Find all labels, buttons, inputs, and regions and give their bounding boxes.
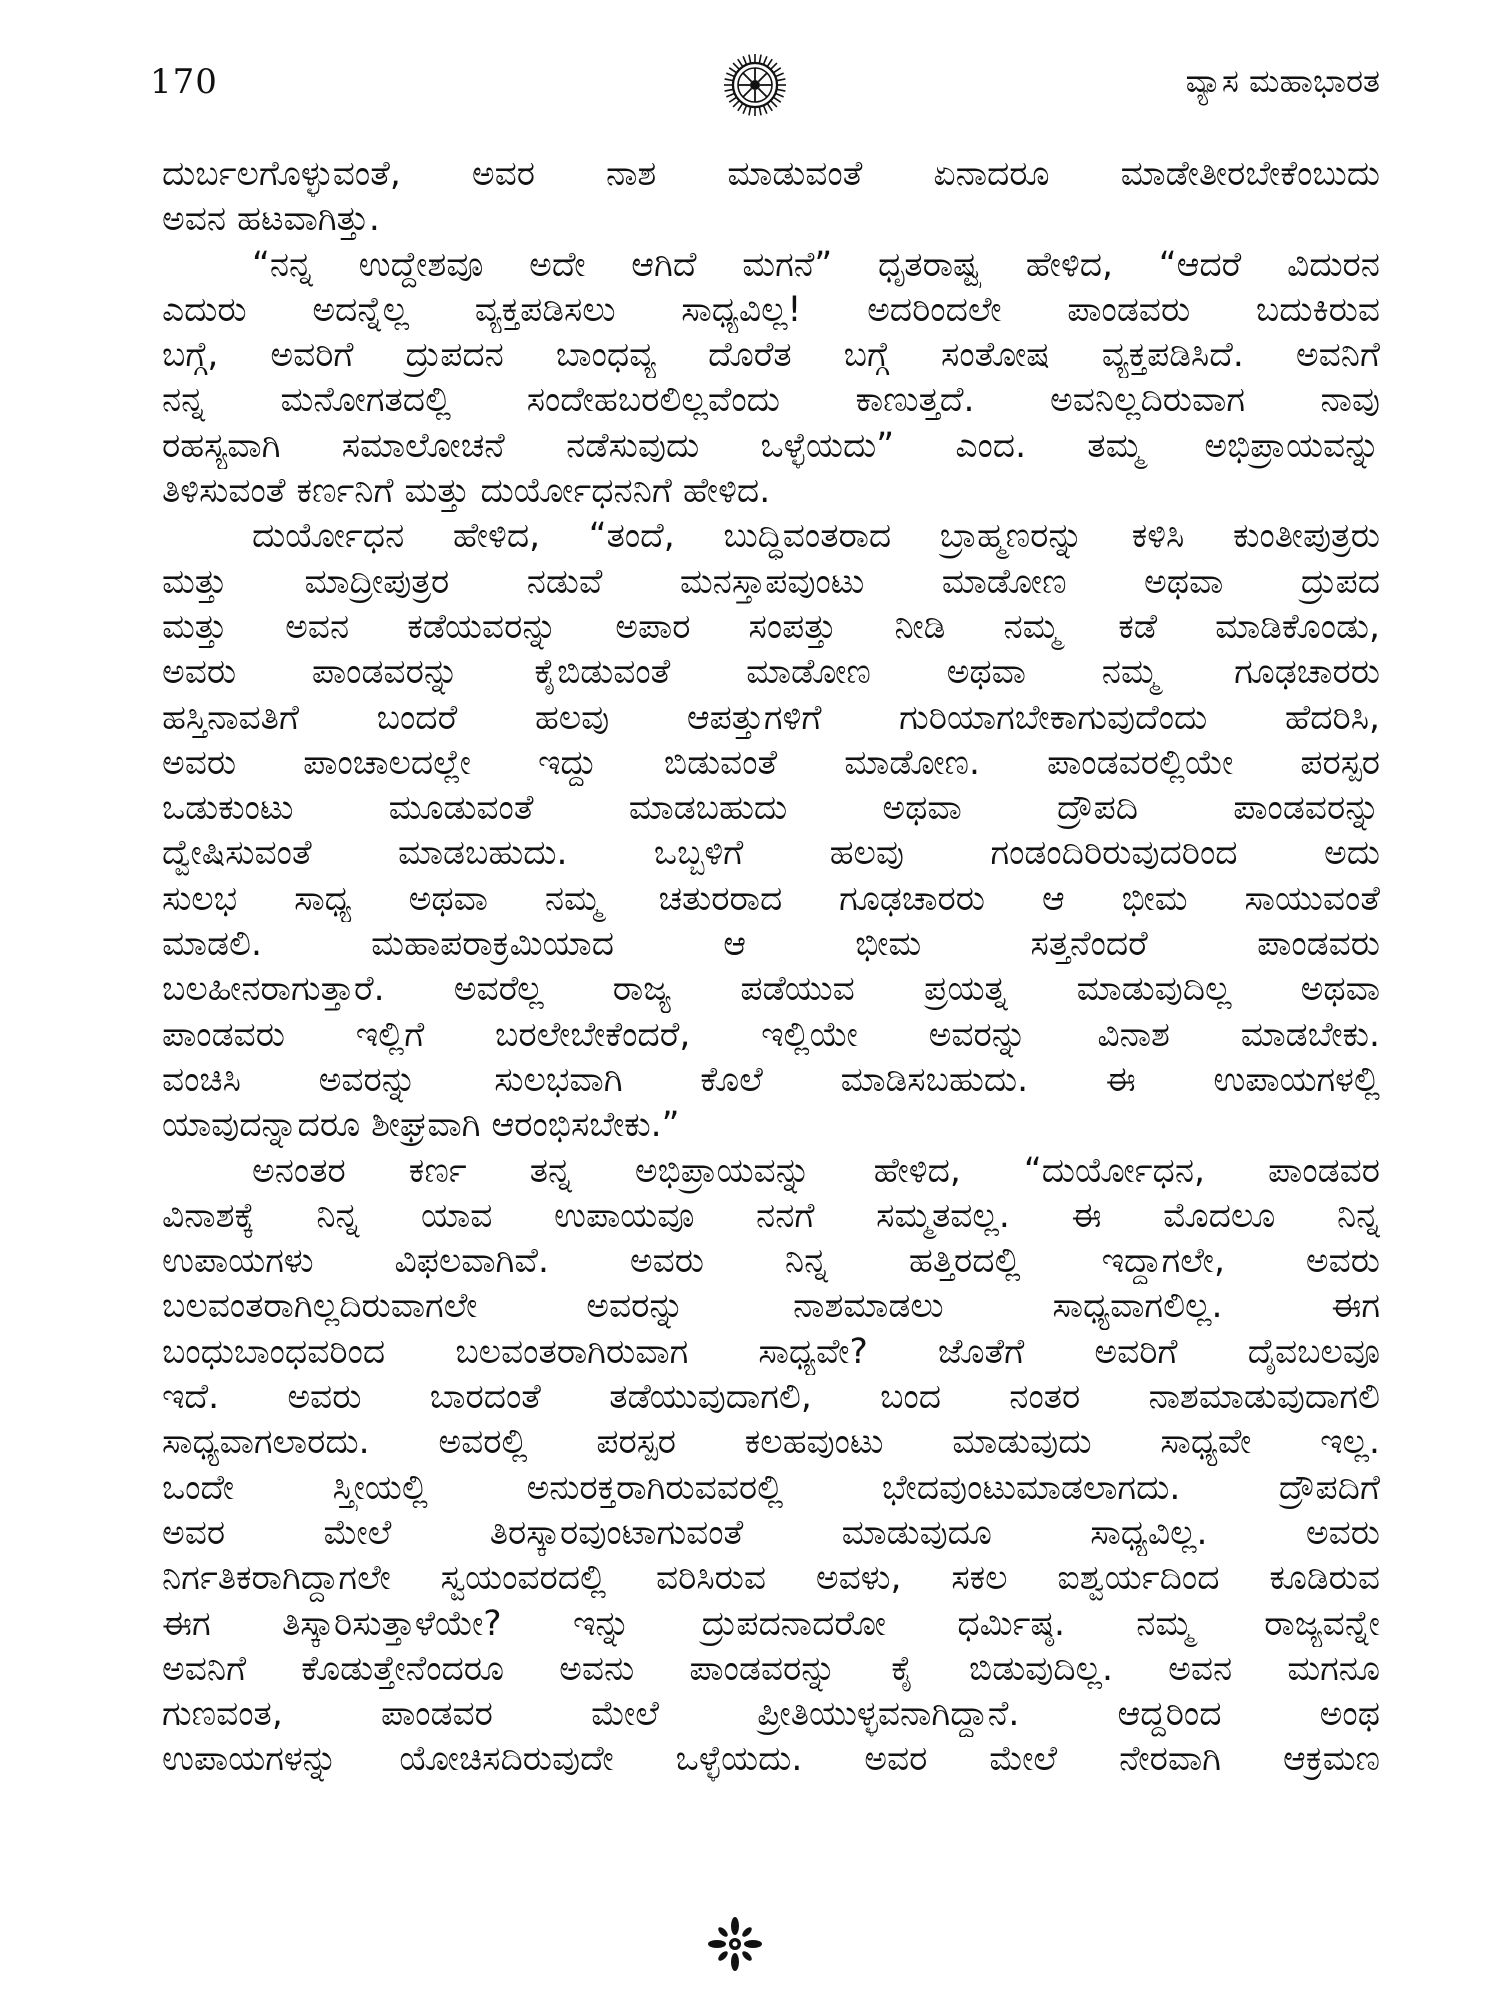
- text-line: ಬಲವಂತರಾಗಿಲ್ಲದಿರುವಾಗಲೇ ಅವರನ್ನು ನಾಶಮಾಡಲು ಸಾಧ್ಯವಾಗಲಿಲ್ಲ. ಈಗ: [162, 1286, 1380, 1327]
- text-line: ವಂಚಿಸಿ ಅವರನ್ನು ಸುಲಭವಾಗಿ ಕೊಲೆ ಮಾಡಿಸಬಹುದು. ಈ ಉಪಾಯಗಳಲ್ಲಿ: [162, 1059, 1380, 1100]
- text-line: ಅವರು ಪಾಂಡವರನ್ನು ಕೈಬಿಡುವಂತೆ ಮಾಡೋಣ ಅಥವಾ ನಮ್ಮ ಗೂಢಚಾರರು: [162, 652, 1380, 693]
- text-line: ಇದೆ. ಅವರು ಬಾರದಂತೆ ತಡೆಯುವುದಾಗಲಿ, ಬಂದ ನಂತರ ನಾಶಮಾಡುವುದಾಗಲಿ: [162, 1377, 1380, 1418]
- page-number: 170: [150, 62, 218, 102]
- book-title: ವ್ಯಾಸ ಮಹಾಭಾರತ: [1185, 62, 1380, 100]
- text-line: ಮತ್ತು ಮಾದ್ರೀಪುತ್ರರ ನಡುವೆ ಮನಸ್ತಾಪವುಂಟು ಮಾಡೋಣ ಅಥವಾ ದ್ರುಪದ: [162, 561, 1380, 602]
- text-line: ಉಪಾಯಗಳು ವಿಫಲವಾಗಿವೆ. ಅವರು ನಿನ್ನ ಹತ್ತಿರದಲ್ಲಿ ಇದ್ದಾಗಲೇ, ಅವರು: [162, 1241, 1380, 1282]
- text-line: ಒಡುಕುಂಟು ಮೂಡುವಂತೆ ಮಾಡಬಹುದು ಅಥವಾ ದ್ರೌಪದಿ ಪಾಂಡವರನ್ನು: [162, 788, 1380, 829]
- text-line: ದುರ್ಯೋಧನ ಹೇಳಿದ, “ತಂದೆ, ಬುದ್ಧಿವಂತರಾದ ಬ್ರಾಹ್ಮಣರನ್ನು ಕಳಿಸಿ ಕುಂತೀಪುತ್ರರು: [252, 516, 1380, 557]
- text-line: ಉಪಾಯಗಳನ್ನು ಯೋಚಿಸದಿರುವುದೇ ಒಳ್ಳೆಯದು. ಅವರ ಮೇಲೆ ನೇರವಾಗಿ ಆಕ್ರಮಣ: [162, 1739, 1380, 1780]
- text-line: ನಿರ್ಗತಿಕರಾಗಿದ್ದಾಗಲೇ ಸ್ವಯಂವರದಲ್ಲಿ ವರಿಸಿರುವ ಅವಳು, ಸಕಲ ಐಶ್ವರ್ಯದಿಂದ ಕೂಡಿರುವ: [162, 1558, 1380, 1599]
- page-header: [150, 52, 1380, 122]
- text-line: ಒಂದೇ ಸ್ತ್ರೀಯಲ್ಲಿ ಅನುರಕ್ತರಾಗಿರುವವರಲ್ಲಿ ಭೇದವುಂಟುಮಾಡಲಾಗದು. ದ್ರೌಪದಿಗೆ: [162, 1467, 1380, 1508]
- text-line: ಬಗ್ಗೆ, ಅವರಿಗೆ ದ್ರುಪದನ ಬಾಂಧವ್ಯ ದೊರೆತ ಬಗ್ಗೆ ಸಂತೋಷ ವ್ಯಕ್ತಪಡಿಸಿದೆ. ಅವನಿಗೆ: [162, 335, 1380, 376]
- floral-ornament-icon: [707, 1916, 763, 1972]
- body-text: [162, 152, 1380, 1783]
- text-line: ಬಲಹೀನರಾಗುತ್ತಾರೆ. ಅವರೆಲ್ಲ ರಾಜ್ಯ ಪಡೆಯುವ ಪ್ರಯತ್ನ ಮಾಡುವುದಿಲ್ಲ ಅಥವಾ: [162, 969, 1380, 1010]
- text-line: ಅವನ ಹಟವಾಗಿತ್ತು.: [162, 199, 380, 240]
- text-line: ನನ್ನ ಮನೋಗತದಲ್ಲಿ ಸಂದೇಹಬರಲಿಲ್ಲವೆಂದು ಕಾಣುತ್ತದೆ. ಅವನಿಲ್ಲದಿರುವಾಗ ನಾವು: [162, 380, 1380, 421]
- text-line: ಎದುರು ಅದನ್ನೆಲ್ಲ ವ್ಯಕ್ತಪಡಿಸಲು ಸಾಧ್ಯವಿಲ್ಲ! ಅದರಿಂದಲೇ ಪಾಂಡವರು ಬದುಕಿರುವ: [162, 289, 1380, 330]
- text-line: ವಿನಾಶಕ್ಕೆ ನಿನ್ನ ಯಾವ ಉಪಾಯವೂ ನನಗೆ ಸಮ್ಮತವಲ್ಲ. ಈ ಮೊದಲೂ ನಿನ್ನ: [162, 1195, 1380, 1236]
- text-line: ದುರ್ಬಲಗೊಳ್ಳುವಂತೆ, ಅವರ ನಾಶ ಮಾಡುವಂತೆ ಏನಾದರೂ ಮಾಡೇತೀರಬೇಕೆಂಬುದು: [162, 154, 1380, 194]
- text-line: ಸಾಧ್ಯವಾಗಲಾರದು. ಅವರಲ್ಲಿ ಪರಸ್ಪರ ಕಲಹವುಂಟು ಮಾಡುವುದು ಸಾಧ್ಯವೇ ಇಲ್ಲ.: [162, 1422, 1380, 1463]
- text-line: ಯಾವುದನ್ನಾದರೂ ಶೀಘ್ರವಾಗಿ ಆರಂಭಿಸಬೇಕು.”: [162, 1105, 680, 1146]
- text-line: ಅನಂತರ ಕರ್ಣ ತನ್ನ ಅಭಿಪ್ರಾಯವನ್ನು ಹೇಳಿದ, “ದುರ್ಯೋಧನ, ಪಾಂಡವರ: [252, 1150, 1380, 1191]
- text-line: ಸುಲಭ ಸಾಧ್ಯ ಅಥವಾ ನಮ್ಮ ಚತುರರಾದ ಗೂಢಚಾರರು ಆ ಭೀಮ ಸಾಯುವಂತೆ: [162, 878, 1380, 919]
- text-line: ಈಗ ತಿಸ್ಕಾರಿಸುತ್ತಾಳೆಯೇ? ಇನ್ನು ದ್ರುಪದನಾದರೋ ಧರ್ಮಿಷ್ಠ. ನಮ್ಮ ರಾಜ್ಯವನ್ನೇ: [162, 1603, 1380, 1644]
- text-line: “ನನ್ನ ಉದ್ದೇಶವೂ ಅದೇ ಆಗಿದೆ ಮಗನೆ” ಧೃತರಾಷ್ಟ್ರ ಹೇಳಿದ, “ಆದರೆ ವಿದುರನ: [252, 244, 1380, 285]
- text-line: ಗುಣವಂತ, ಪಾಂಡವರ ಮೇಲೆ ಪ್ರೀತಿಯುಳ್ಳವನಾಗಿದ್ದಾನೆ. ಆದ್ದರಿಂದ ಅಂಥ: [162, 1694, 1380, 1735]
- text-line: ಮತ್ತು ಅವನ ಕಡೆಯವರನ್ನು ಅಪಾರ ಸಂಪತ್ತು ನೀಡಿ ನಮ್ಮ ಕಡೆ ಮಾಡಿಕೊಂಡು,: [162, 606, 1380, 647]
- text-line: ಬಂಧುಬಾಂಧವರಿಂದ ಬಲವಂತರಾಗಿರುವಾಗ ಸಾಧ್ಯವೇ? ಜೊತೆಗೆ ಅವರಿಗೆ ದೈವಬಲವೂ: [162, 1331, 1380, 1372]
- text-line: ಮಾಡಲಿ. ಮಹಾಪರಾಕ್ರಮಿಯಾದ ಆ ಭೀಮ ಸತ್ತನೆಂದರೆ ಪಾಂಡವರು: [162, 924, 1380, 965]
- text-line: ದ್ವೇಷಿಸುವಂತೆ ಮಾಡಬಹುದು. ಒಬ್ಬಳಿಗೆ ಹಲವು ಗಂಡಂದಿರಿರುವುದರಿಂದ ಅದು: [162, 833, 1380, 874]
- text-line: ಅವನಿಗೆ ಕೊಡುತ್ತೇನೆಂದರೂ ಅವನು ಪಾಂಡವರನ್ನು ಕೈ ಬಿಡುವುದಿಲ್ಲ. ಅವನ ಮಗನೂ: [162, 1648, 1380, 1689]
- text-line: ಅವರ ಮೇಲೆ ತಿರಸ್ಕಾರವುಂಟಾಗುವಂತೆ ಮಾಡುವುದೂ ಸಾಧ್ಯವಿಲ್ಲ. ಅವರು: [162, 1512, 1380, 1553]
- text-line: ಹಸ್ತಿನಾವತಿಗೆ ಬಂದರೆ ಹಲವು ಆಪತ್ತುಗಳಿಗೆ ಗುರಿಯಾಗಬೇಕಾಗುವುದೆಂದು ಹೆದರಿಸಿ,: [162, 697, 1380, 738]
- chakra-wheel-icon: [722, 52, 788, 118]
- text-line: ಪಾಂಡವರು ಇಲ್ಲಿಗೆ ಬರಲೇಬೇಕೆಂದರೆ, ಇಲ್ಲಿಯೇ ಅವರನ್ನು ವಿನಾಶ ಮಾಡಬೇಕು.: [162, 1014, 1380, 1055]
- text-line: ತಿಳಿಸುವಂತೆ ಕರ್ಣನಿಗೆ ಮತ್ತು ದುರ್ಯೋಧನನಿಗೆ ಹೇಳಿದ.: [162, 471, 771, 512]
- text-line: ರಹಸ್ಯವಾಗಿ ಸಮಾಲೋಚನೆ ನಡೆಸುವುದು ಒಳ್ಳೆಯದು” ಎಂದ. ತಮ್ಮ ಅಭಿಪ್ರಾಯವನ್ನು: [162, 425, 1380, 466]
- text-line: ಅವರು ಪಾಂಚಾಲದಲ್ಲೇ ಇದ್ದು ಬಿಡುವಂತೆ ಮಾಡೋಣ. ಪಾಂಡವರಲ್ಲಿಯೇ ಪರಸ್ಪರ: [162, 742, 1380, 783]
